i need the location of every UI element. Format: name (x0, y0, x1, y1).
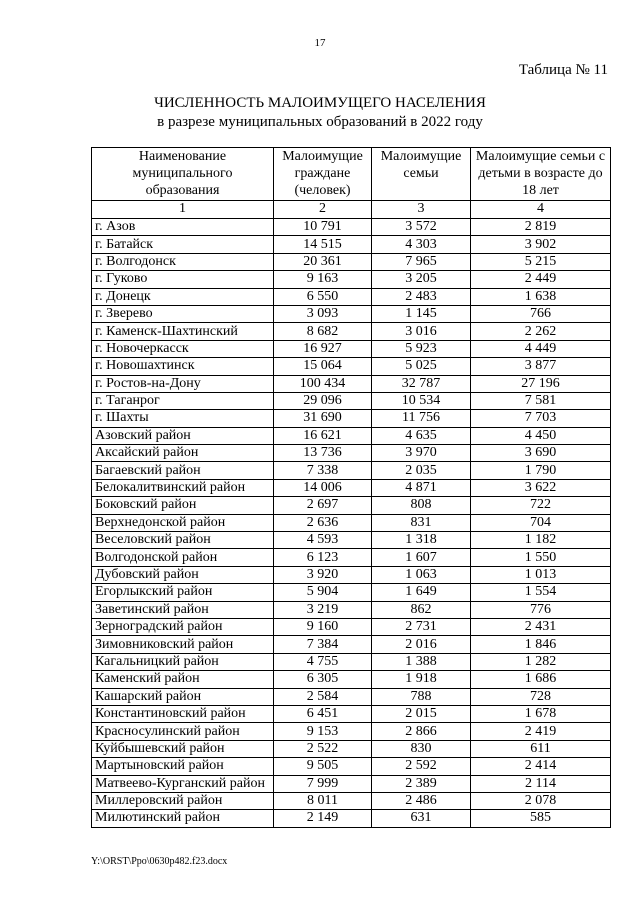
row-families-children-cell: 1 686 (471, 671, 611, 688)
row-citizens-cell: 2 584 (274, 688, 372, 705)
row-name-cell: Боковский район (92, 497, 274, 514)
row-name-cell: г. Зверево (92, 305, 274, 322)
row-families-children-cell: 704 (471, 514, 611, 531)
row-families-cell: 3 970 (372, 445, 471, 462)
row-citizens-cell: 2 697 (274, 497, 372, 514)
column-header-families-children: Малоимущие семьи с детьми в возрасте до 18 лет (471, 148, 611, 201)
table-row (92, 358, 611, 375)
row-families-children-cell: 1 678 (471, 705, 611, 722)
row-name-cell: Кашарский район (92, 688, 274, 705)
row-families-cell: 4 303 (372, 236, 471, 253)
row-families-cell: 788 (372, 688, 471, 705)
row-citizens-cell: 29 096 (274, 392, 372, 409)
row-citizens-cell: 6 123 (274, 549, 372, 566)
table-row (92, 549, 611, 566)
row-name-cell: Зимовниковский район (92, 636, 274, 653)
row-name-cell: Заветинский район (92, 601, 274, 618)
row-citizens-cell: 7 999 (274, 775, 372, 792)
row-citizens-cell: 4 593 (274, 532, 372, 549)
table-row (92, 688, 611, 705)
table-row (92, 271, 611, 288)
row-citizens-cell: 13 736 (274, 445, 372, 462)
row-citizens-cell: 9 153 (274, 723, 372, 740)
row-families-children-cell: 27 196 (471, 375, 611, 392)
table-row (92, 532, 611, 549)
row-citizens-cell: 9 505 (274, 758, 372, 775)
row-name-cell: г. Новочеркасск (92, 340, 274, 357)
row-citizens-cell: 6 305 (274, 671, 372, 688)
table-row (92, 375, 611, 392)
document-subtitle: в разрезе муниципальных образований в 2022 году (157, 114, 483, 130)
row-name-cell: г. Новошахтинск (92, 358, 274, 375)
row-families-children-cell: 585 (471, 810, 611, 827)
table-row (92, 601, 611, 618)
row-citizens-cell: 100 434 (274, 375, 372, 392)
table-row (92, 740, 611, 757)
row-name-cell: г. Волгодонск (92, 253, 274, 270)
row-families-cell: 1 063 (372, 566, 471, 583)
row-families-cell: 808 (372, 497, 471, 514)
row-families-cell: 5 025 (372, 358, 471, 375)
row-families-children-cell: 611 (471, 740, 611, 757)
row-families-children-cell: 722 (471, 497, 611, 514)
table-row (92, 566, 611, 583)
row-families-children-cell: 2 819 (471, 219, 611, 236)
row-name-cell: Кагальницкий район (92, 653, 274, 670)
table-row (92, 462, 611, 479)
row-families-children-cell: 3 690 (471, 445, 611, 462)
row-families-children-cell: 776 (471, 601, 611, 618)
row-families-children-cell: 2 114 (471, 775, 611, 792)
row-name-cell: г. Таганрог (92, 392, 274, 409)
row-citizens-cell: 31 690 (274, 410, 372, 427)
row-name-cell: Зерноградский район (92, 618, 274, 635)
row-families-children-cell: 1 790 (471, 462, 611, 479)
column-number: 4 (471, 201, 611, 219)
row-citizens-cell: 7 384 (274, 636, 372, 653)
table-row (92, 323, 611, 340)
row-families-cell: 4 871 (372, 479, 471, 496)
row-citizens-cell: 14 515 (274, 236, 372, 253)
row-families-cell: 631 (372, 810, 471, 827)
row-citizens-cell: 3 093 (274, 305, 372, 322)
row-citizens-cell: 6 550 (274, 288, 372, 305)
row-families-children-cell: 728 (471, 688, 611, 705)
table-row (92, 775, 611, 792)
row-families-cell: 2 035 (372, 462, 471, 479)
row-families-cell: 1 918 (372, 671, 471, 688)
row-name-cell: Аксайский район (92, 445, 274, 462)
column-header-name: Наименование муниципального образования (92, 148, 274, 201)
row-families-cell: 2 731 (372, 618, 471, 635)
row-name-cell: Белокалитвинский район (92, 479, 274, 496)
row-families-children-cell: 1 550 (471, 549, 611, 566)
column-header-citizens: Малоимущие граждане (человек) (274, 148, 372, 201)
row-citizens-cell: 9 160 (274, 618, 372, 635)
row-citizens-cell: 2 636 (274, 514, 372, 531)
footer-file-path: Y:\ORST\Ppo\0630p482.f23.docx (91, 856, 228, 867)
row-families-children-cell: 3 622 (471, 479, 611, 496)
row-families-children-cell: 4 449 (471, 340, 611, 357)
row-families-cell: 3 572 (372, 219, 471, 236)
row-name-cell: г. Шахты (92, 410, 274, 427)
row-citizens-cell: 3 920 (274, 566, 372, 583)
row-citizens-cell: 9 163 (274, 271, 372, 288)
table-row (92, 305, 611, 322)
row-families-cell: 2 389 (372, 775, 471, 792)
column-header-families: Малоимущие семьи (372, 148, 471, 201)
row-name-cell: г. Азов (92, 219, 274, 236)
table-row (92, 479, 611, 496)
row-families-cell: 4 635 (372, 427, 471, 444)
row-name-cell: г. Батайск (92, 236, 274, 253)
row-name-cell: Милютинский район (92, 810, 274, 827)
table-row (92, 671, 611, 688)
row-citizens-cell: 4 755 (274, 653, 372, 670)
row-families-cell: 1 649 (372, 584, 471, 601)
row-citizens-cell: 16 927 (274, 340, 372, 357)
row-name-cell: Константиновский район (92, 705, 274, 722)
page-number: 17 (314, 37, 326, 49)
document-title: ЧИСЛЕННОСТЬ МАЛОИМУЩЕГО НАСЕЛЕНИЯ (154, 95, 486, 111)
row-citizens-cell: 5 904 (274, 584, 372, 601)
table-row (92, 236, 611, 253)
row-families-children-cell: 4 450 (471, 427, 611, 444)
row-families-children-cell: 2 449 (471, 271, 611, 288)
column-number: 2 (274, 201, 372, 219)
row-families-children-cell: 2 419 (471, 723, 611, 740)
column-number-row (92, 201, 611, 219)
row-families-children-cell: 7 581 (471, 392, 611, 409)
row-families-cell: 3 205 (372, 271, 471, 288)
row-name-cell: Матвеево-Курганский район (92, 775, 274, 792)
row-citizens-cell: 8 011 (274, 792, 372, 809)
table-row (92, 810, 611, 827)
row-name-cell: Веселовский район (92, 532, 274, 549)
row-families-cell: 2 015 (372, 705, 471, 722)
row-families-cell: 3 016 (372, 323, 471, 340)
table-row (92, 253, 611, 270)
row-families-children-cell: 1 554 (471, 584, 611, 601)
table-row (92, 392, 611, 409)
column-number: 1 (92, 201, 274, 219)
row-citizens-cell: 7 338 (274, 462, 372, 479)
row-families-children-cell: 7 703 (471, 410, 611, 427)
table-row (92, 758, 611, 775)
row-families-cell: 1 607 (372, 549, 471, 566)
row-citizens-cell: 14 006 (274, 479, 372, 496)
row-citizens-cell: 2 522 (274, 740, 372, 757)
row-families-cell: 1 388 (372, 653, 471, 670)
row-families-children-cell: 2 262 (471, 323, 611, 340)
row-citizens-cell: 20 361 (274, 253, 372, 270)
row-families-cell: 2 866 (372, 723, 471, 740)
table-row (92, 705, 611, 722)
row-name-cell: Куйбышевский район (92, 740, 274, 757)
table-row (92, 340, 611, 357)
row-families-cell: 10 534 (372, 392, 471, 409)
row-families-cell: 32 787 (372, 375, 471, 392)
row-families-cell: 2 483 (372, 288, 471, 305)
row-families-children-cell: 2 431 (471, 618, 611, 635)
row-families-children-cell: 1 282 (471, 653, 611, 670)
table-row (92, 497, 611, 514)
row-families-children-cell: 3 877 (471, 358, 611, 375)
row-families-cell: 831 (372, 514, 471, 531)
table-row (92, 723, 611, 740)
row-families-cell: 862 (372, 601, 471, 618)
row-families-cell: 2 486 (372, 792, 471, 809)
row-name-cell: Мартыновский район (92, 758, 274, 775)
row-families-children-cell: 2 078 (471, 792, 611, 809)
row-families-children-cell: 1 638 (471, 288, 611, 305)
row-families-cell: 2 016 (372, 636, 471, 653)
table-row (92, 618, 611, 635)
column-number: 3 (372, 201, 471, 219)
row-name-cell: Миллеровский район (92, 792, 274, 809)
row-name-cell: Красносулинский район (92, 723, 274, 740)
row-name-cell: Егорлыкский район (92, 584, 274, 601)
table-row (92, 653, 611, 670)
row-families-children-cell: 766 (471, 305, 611, 322)
row-families-children-cell: 3 902 (471, 236, 611, 253)
table-row (92, 584, 611, 601)
row-name-cell: Багаевский район (92, 462, 274, 479)
table-row (92, 792, 611, 809)
population-table (91, 147, 611, 828)
row-name-cell: г. Донецк (92, 288, 274, 305)
row-families-cell: 7 965 (372, 253, 471, 270)
row-citizens-cell: 2 149 (274, 810, 372, 827)
row-families-children-cell: 1 846 (471, 636, 611, 653)
row-name-cell: Каменский район (92, 671, 274, 688)
table-row (92, 514, 611, 531)
table-row (92, 288, 611, 305)
row-families-cell: 1 318 (372, 532, 471, 549)
row-name-cell: Волгодонской район (92, 549, 274, 566)
table-label: Таблица № 11 (518, 62, 608, 78)
row-families-cell: 2 592 (372, 758, 471, 775)
row-name-cell: Дубовский район (92, 566, 274, 583)
row-families-cell: 830 (372, 740, 471, 757)
row-name-cell: Азовский район (92, 427, 274, 444)
row-citizens-cell: 16 621 (274, 427, 372, 444)
row-citizens-cell: 8 682 (274, 323, 372, 340)
table-row (92, 445, 611, 462)
table-header-row (92, 148, 611, 201)
row-name-cell: г. Ростов-на-Дону (92, 375, 274, 392)
row-name-cell: г. Каменск-Шахтинский (92, 323, 274, 340)
table-row (92, 410, 611, 427)
row-families-cell: 1 145 (372, 305, 471, 322)
row-families-cell: 11 756 (372, 410, 471, 427)
row-citizens-cell: 6 451 (274, 705, 372, 722)
row-name-cell: г. Гуково (92, 271, 274, 288)
row-families-children-cell: 2 414 (471, 758, 611, 775)
row-citizens-cell: 10 791 (274, 219, 372, 236)
table-body (92, 219, 611, 828)
row-families-cell: 5 923 (372, 340, 471, 357)
row-families-children-cell: 1 182 (471, 532, 611, 549)
row-citizens-cell: 15 064 (274, 358, 372, 375)
table-row (92, 219, 611, 236)
row-families-children-cell: 1 013 (471, 566, 611, 583)
row-citizens-cell: 3 219 (274, 601, 372, 618)
table-row (92, 427, 611, 444)
row-families-children-cell: 5 215 (471, 253, 611, 270)
row-name-cell: Верхнедонской район (92, 514, 274, 531)
table-row (92, 636, 611, 653)
